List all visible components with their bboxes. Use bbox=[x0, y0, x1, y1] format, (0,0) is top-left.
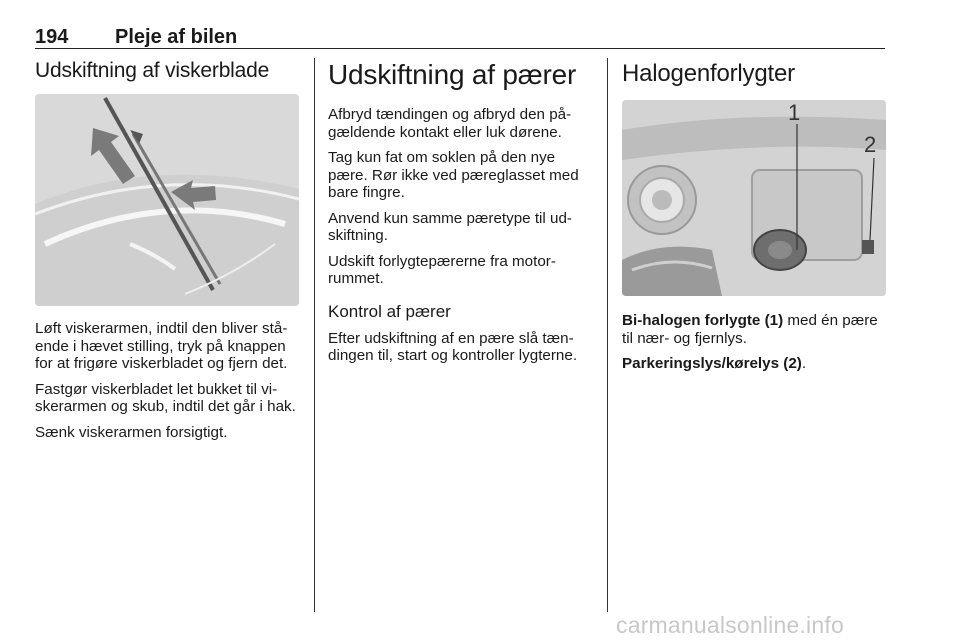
paragraph: Anvend kun samme pæretype til ud- skiftning. bbox=[328, 209, 572, 244]
item-label: Bi-halogen forlygte (1) bbox=[622, 312, 784, 329]
wiper-illustration bbox=[35, 94, 299, 306]
paragraph: Fastgør viskerbladet let bukket til vi- skerarmen og skub, indtil det går i hak. bbox=[35, 380, 296, 415]
column-halogen bbox=[622, 58, 886, 381]
paragraph: Afbryd tændingen og afbryd den på- gældende kontakt eller luk dørene. bbox=[328, 106, 572, 141]
paragraph: Efter udskiftning af en pære slå tæn- dingen til, start og kontroller lygterne. bbox=[328, 329, 578, 364]
section-heading-bulbs: Udskiftning af pærer bbox=[328, 59, 577, 90]
item-parking-light bbox=[622, 355, 886, 373]
page-title: Pleje af bilen bbox=[115, 26, 238, 48]
page-number: 194 bbox=[35, 26, 69, 48]
callout-2: 2 bbox=[864, 132, 877, 157]
item-bi-halogen bbox=[622, 312, 886, 347]
column-divider bbox=[314, 58, 315, 612]
column-bulbs bbox=[328, 58, 592, 373]
item-text: med én pære til nær- og fjernlys. bbox=[622, 312, 878, 347]
column-divider bbox=[607, 58, 608, 612]
headlight-illustration bbox=[622, 100, 886, 296]
callout-1: 1 bbox=[788, 100, 801, 125]
paragraph: Sænk viskerarmen forsigtigt. bbox=[35, 423, 228, 441]
section-heading-halogen: Halogenforlygter bbox=[622, 60, 795, 87]
column-wiper-blades bbox=[35, 58, 299, 449]
paragraph: Tag kun fat om soklen på den nye pære. Rør ikke ved pæreglasset med bare fingre. bbox=[328, 149, 579, 201]
paragraph: Løft viskerarmen, indtil den bliver stå- ende i hævet stilling, tryk på knappen for at frigøre viskerbladet og fjern det. bbox=[35, 320, 288, 372]
page-header bbox=[35, 26, 885, 49]
item-label: Parkeringslys/kørelys (2) bbox=[622, 355, 802, 372]
subheading-check-bulbs: Kontrol af pærer bbox=[328, 301, 451, 321]
section-heading-wiper: Udskiftning af viskerblade bbox=[35, 59, 270, 82]
watermark: carmanualsonline.info bbox=[616, 612, 844, 638]
paragraph: Udskift forlygtepærerne fra motor- rummet. bbox=[328, 252, 556, 287]
item-text: . bbox=[801, 355, 807, 372]
